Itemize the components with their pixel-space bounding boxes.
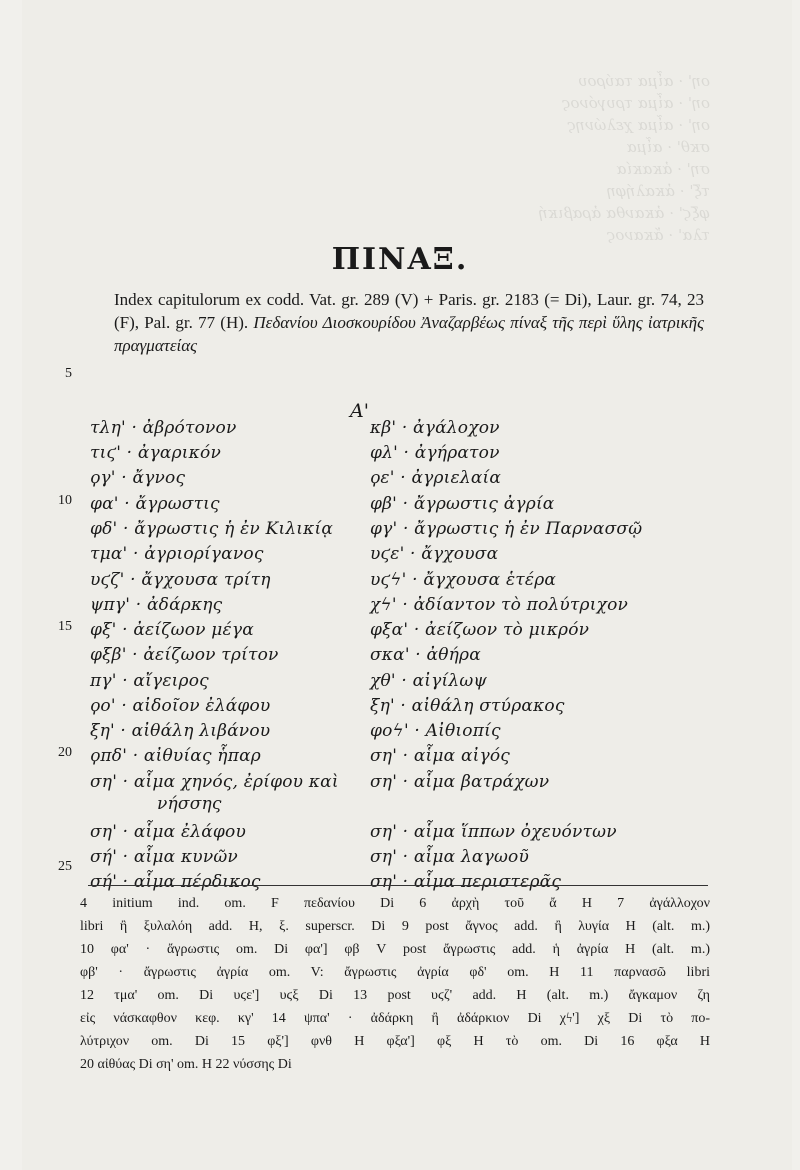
bleed-line: σκθ' · αἷμα (626, 138, 710, 156)
index-entry-left: ϙο' · αἰδοῖον ἐλάφου (90, 696, 271, 716)
bleed-through-text (380, 70, 710, 270)
index-entry-right: φβ' · ἄγρωστις ἀγρία (370, 494, 555, 514)
index-entry-right: φξα' · ἀείζωον τὸ μικρόν (370, 620, 590, 640)
index-entry-left: ση' · αἷμα χηνός, ἐρίφου καὶ (90, 772, 339, 792)
apparatus-line: 4 initium ind. om. F πεδανίου Di 6 ἀρχὴ τοῦ ἄ H 7 ἀγάλλοχον (80, 896, 710, 911)
index-entry-left: ϙπδ' · αἰθυίας ἧπαρ (90, 746, 261, 766)
intro-latin: Index capitulorum ex codd. Vat. gr. 289 (V) + Paris. gr. 2183 (= Di), Laur. gr. 74, 23 (F), Pal. gr. 77 (H). (114, 290, 704, 332)
index-entry-left: τιϛ' · ἀγαρικόν (90, 443, 221, 463)
section-letter: Α' (350, 400, 369, 422)
index-entry-right: κβ' · ἀγάλοχον (370, 418, 500, 438)
bleed-line: ση' · ἀκακία (616, 160, 710, 178)
index-entry-right: υϛϟ' · ἄγχουσα ἑτέρα (370, 570, 557, 590)
apparatus-line: λύτριχον om. Di 15 φξ'] φνθ H φξα'] φξ H τὸ om. Di 16 φξα H (80, 1034, 710, 1049)
apparatus-line: φβ' · ἄγρωστις ἀγρία om. V: ἄγρωστις ἀγρία φδ' om. H 11 παρνασῶ libri (80, 965, 710, 980)
index-entry-right: ση' · αἷμα λαγωοῦ (370, 847, 529, 867)
index-entry-right: χϟ' · ἀδίαντον τὸ πολύτριχον (370, 595, 629, 615)
index-entry-left: ψπγ' · ἀδάρκης (90, 595, 223, 615)
line-number: 10 (58, 493, 72, 508)
index-entry-left: φξ' · ἀείζωον μέγα (90, 620, 254, 640)
index-entry-left: σή' · αἷμα κυνῶν (90, 847, 238, 867)
index-entry-right: φοϟ' · Αἰθιοπίς (370, 721, 501, 741)
bleed-line: οη' · αἷμα τρυγόνος (562, 94, 710, 112)
index-entry-left: ξη' · αἰθάλη λιβάνου (90, 721, 271, 741)
index-entry-left: φδ' · ἄγρωστις ἡ ἐν Κιλικίᾳ (90, 519, 334, 539)
line-number: 5 (65, 366, 72, 381)
index-entry-left: ϙγ' · ἄγνος (90, 468, 186, 488)
line-number: 20 (58, 745, 72, 760)
index-entry-right: ξη' · αἰθάλη στύρακος (370, 696, 565, 716)
apparatus-line: 10 φα' · ἄγρωστις om. Di φα'] φβ V post ἄγρωστις add. ἡ ἀγρία H (alt. m.) (80, 942, 710, 957)
intro-paragraph (114, 288, 704, 357)
index-entry-right: υϛε' · ἄγχουσα (370, 544, 499, 564)
index-entry-right: χθ' · αἰγίλωψ (370, 671, 487, 691)
index-entry-left: νήσσης (157, 794, 222, 814)
index-entry-left: ση' · αἷμα ἐλάφου (90, 822, 247, 842)
index-entry-right: ση' · αἷμα περιστερᾶς (370, 872, 562, 892)
apparatus-line: εἰς νάσκαφθον κεφ. κγ' 14 ψπα' · ἀδάρκη ἢ ἀδάρκιον Di χϟ'] χξ Di τὸ πο- (80, 1011, 710, 1026)
line-number: 25 (58, 859, 72, 874)
bleed-line: οη' · αἷμα χελώνης (567, 116, 710, 134)
footnote-rule (88, 885, 708, 886)
bleed-line: φξϛ' · ἀκανθα ἀραβική (538, 204, 710, 222)
index-entry-right: ϙε' · ἀγριελαία (370, 468, 502, 488)
index-entry-left: τμα' · ἀγριορίγανος (90, 544, 264, 564)
index-entry-right: φλ' · ἀγήρατον (370, 443, 500, 463)
line-number: 15 (58, 619, 72, 634)
index-entry-left: υϛζ' · ἄγχουσα τρίτη (90, 570, 271, 590)
index-entry-right: ση' · αἷμα αἰγός (370, 746, 511, 766)
apparatus-line: 20 αἰθύας Di ση' om. H 22 νύσσης Di (80, 1057, 292, 1072)
index-entry-left: πγ' · αἴγειρος (90, 671, 209, 691)
bleed-line: τλα' · ἄκανος (606, 226, 710, 244)
index-entry-left: σή' · αἷμα πέρδικος (90, 872, 261, 892)
index-entry-right: φγ' · ἄγρωστις ἡ ἐν Παρνασσῷ (370, 519, 643, 539)
critical-apparatus (80, 892, 710, 1076)
index-entry-left: φξβ' · ἀείζωον τρίτον (90, 645, 279, 665)
intro-greek: Πεδανίου Διοσκουρίδου Ἀναζαρβέως πίναξ τῆς περὶ ὕλης ἰατρικῆς πραγματείας (114, 313, 705, 355)
apparatus-line: 12 τμα' om. Di υϛε'] υϛξ Di 13 post υϛζ' add. H (alt. m.) ἄγκαμον ζη (80, 988, 710, 1003)
page-title: ΠΙΝΑΞ. (331, 242, 469, 277)
bleed-line: τξ' · ἀκαλήφη (606, 182, 710, 200)
apparatus-line: libri ἢ ξυλαλόη add. H, ξ. superscr. Di 9 post ἄγνος add. ἢ λυγία H (alt. m.) (80, 919, 710, 934)
index-entry-right: ση' · αἷμα βατράχων (370, 772, 550, 792)
index-entry-right: σκα' · ἀθήρα (370, 645, 481, 665)
index-entry-left: φα' · ἄγρωστις (90, 494, 220, 514)
index-entry-left: τλη' · ἀβρότονον (90, 418, 237, 438)
bleed-line: οη' · αἷμα ταύρου (578, 72, 710, 90)
index-entry-right: ση' · αἷμα ἵππων ὀχευόντων (370, 822, 617, 842)
